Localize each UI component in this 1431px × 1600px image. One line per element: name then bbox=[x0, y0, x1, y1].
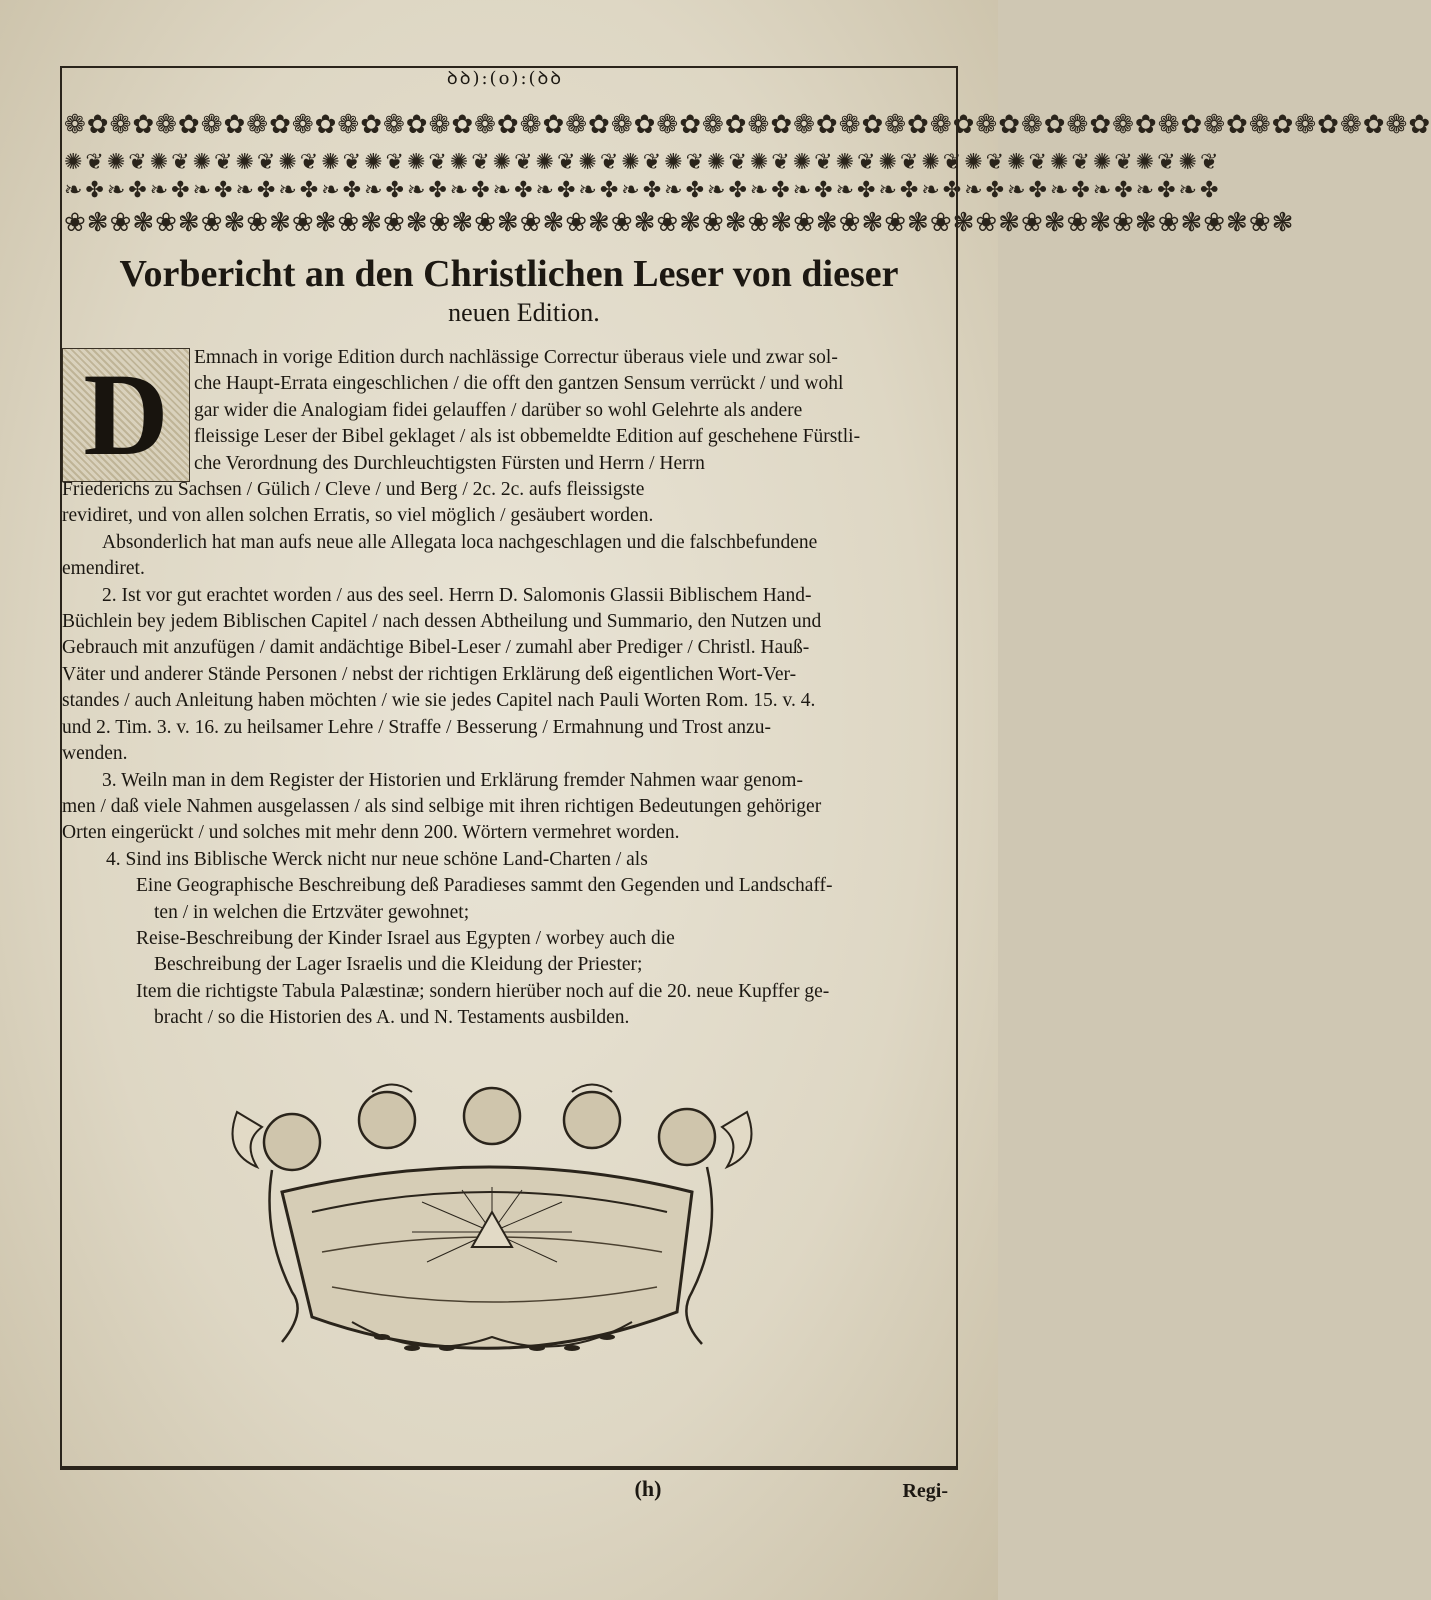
text-line: revidiret, und von allen solchen Erratis, so viel möglich / gesäubert worden. bbox=[62, 505, 654, 527]
text-line: Beschreibung der Lager Israelis und die Kleidung der Priester; bbox=[154, 954, 643, 976]
list-item bbox=[136, 873, 954, 926]
paragraph-1 bbox=[62, 345, 954, 530]
list-item bbox=[136, 979, 954, 1032]
paragraph-2 bbox=[62, 583, 954, 768]
text-line: und 2. Tim. 3. v. 16. zu heilsamer Lehre / Straffe / Besserung / Ermahnung und Trost anzu- bbox=[62, 716, 771, 738]
text-line: Emnach in vorige Edition durch nachlässige Correctur überaus viele und zwar sol- bbox=[194, 347, 838, 368]
body-text bbox=[62, 345, 954, 1032]
text-line: ten / in welchen die Ertzväter gewohnet; bbox=[154, 901, 470, 923]
page-subtitle: neuen Edition. bbox=[448, 298, 600, 327]
paragraph-3 bbox=[62, 768, 954, 847]
text-line: Büchlein bey jedem Biblischen Capitel / nach dessen Abtheilung und Summario, den Nutzen und bbox=[62, 611, 822, 633]
text-line: wenden. bbox=[62, 743, 128, 765]
list-item bbox=[136, 926, 954, 979]
page-title: Vorbericht an den Christlichen Leser von dieser bbox=[119, 253, 899, 295]
decorated-initial: D bbox=[62, 348, 190, 482]
text-line: Item die richtigste Tabula Palæstinæ; sondern hierüber noch auf die 20. neue Kupffer ge- bbox=[136, 980, 830, 1002]
text-line: Eine Geographische Beschreibung deß Paradieses sammt den Gegenden und Landschaff- bbox=[136, 875, 833, 897]
text-line: 2. Ist vor gut erachtet worden / aus des seel. Herrn D. Salomonis Glassii Biblischem Hand- bbox=[102, 584, 812, 606]
catchword: Regi- bbox=[902, 1480, 948, 1502]
text-line: men / daß viele Nahmen ausgelassen / als sind selbige mit ihren richtigen Bedeutungen gehöriger bbox=[62, 795, 822, 817]
text-line: Gebrauch mit anzufügen / damit andächtige Bibel-Leser / zumahl aber Prediger / Christl. Hauß- bbox=[62, 637, 810, 659]
text-line: Väter und anderer Stände Personen / nebst der richtigen Erklärung deß eigentlichen Wort-Ver- bbox=[62, 663, 797, 685]
text-line: 3. Weiln man in dem Register der Historien und Erklärung fremder Nahmen waar genom- bbox=[102, 769, 803, 791]
text-line: emendiret. bbox=[62, 558, 145, 580]
map-list bbox=[62, 873, 954, 1031]
text-line: gar wider die Analogiam fidei gelauffen / darüber so wohl Gelehrte als andere bbox=[194, 399, 803, 421]
text-line: standes / auch Anleitung haben möchten / wie sie jedes Capitel nach Pauli Worten Rom. 15. v. 4. bbox=[62, 690, 816, 712]
text-line: che Haupt-Errata eingeschlichen / die offt den gantzen Sensum verrückt / und wohl bbox=[194, 373, 844, 395]
cherubs-vignette bbox=[222, 1082, 762, 1382]
text-line: Absonderlich hat man aufs neue alle Allegata loca nachgeschlagen und die falschbefundene bbox=[102, 531, 818, 553]
text-line: 4. Sind ins Biblische Werck nicht nur neue schöne Land-Charten / als bbox=[106, 848, 648, 870]
ornamental-band-flowers: ❁✿❁✿❁✿❁✿❁✿❁✿❁✿❁✿❁✿❁✿❁✿❁✿❁✿❁✿❁✿❁✿❁✿❁✿❁✿❁✿❁✿❁✿❁✿❁✿❁✿❁✿❁✿❁✿❁✿❁✿ bbox=[64, 110, 1431, 140]
paragraph-1b bbox=[62, 530, 954, 583]
paragraph-4 bbox=[62, 847, 954, 1032]
text-line: bracht / so die Historien des A. und N. Testaments ausbilden. bbox=[154, 1007, 630, 1029]
text-line: Orten eingerückt / und solches mit mehr denn 200. Wörtern vermehret worden. bbox=[62, 822, 680, 844]
ornamental-band-knots: ❧✤❧✤❧✤❧✤❧✤❧✤❧✤❧✤❧✤❧✤❧✤❧✤❧✤❧✤❧✤❧✤❧✤❧✤❧✤❧✤❧✤❧✤❧✤❧✤❧✤❧✤❧✤ bbox=[64, 178, 1222, 203]
text-line: Friederichs zu Sachsen / Gülich / Cleve / und Berg / 2c. 2c. aufs fleissigste bbox=[62, 479, 645, 501]
bottom-rule bbox=[60, 1468, 958, 1470]
signature-mark: (h) bbox=[634, 1476, 662, 1501]
text-line: Reise-Beschreibung der Kinder Israel aus Egypten / worbey auch die bbox=[136, 927, 675, 949]
ornamental-band-leaves: ❀❃❀❃❀❃❀❃❀❃❀❃❀❃❀❃❀❃❀❃❀❃❀❃❀❃❀❃❀❃❀❃❀❃❀❃❀❃❀❃❀❃❀❃❀❃❀❃❀❃❀❃❀❃ bbox=[64, 208, 1295, 238]
text-line: che Verordnung des Durchleuchtigsten Fürsten und Herrn / Herrn bbox=[194, 452, 705, 474]
header-ornament: ꝺꝺ):(o):(ꝺꝺ bbox=[446, 68, 564, 89]
text-line: fleissige Leser der Bibel geklaget / als ist obbemeldte Edition auf geschehene Fürstli- bbox=[194, 426, 861, 448]
ornamental-band-scroll: ✺❦✺❦✺❦✺❦✺❦✺❦✺❦✺❦✺❦✺❦✺❦✺❦✺❦✺❦✺❦✺❦✺❦✺❦✺❦✺❦✺❦✺❦✺❦✺❦✺❦✺❦✺❦ bbox=[64, 150, 1222, 175]
